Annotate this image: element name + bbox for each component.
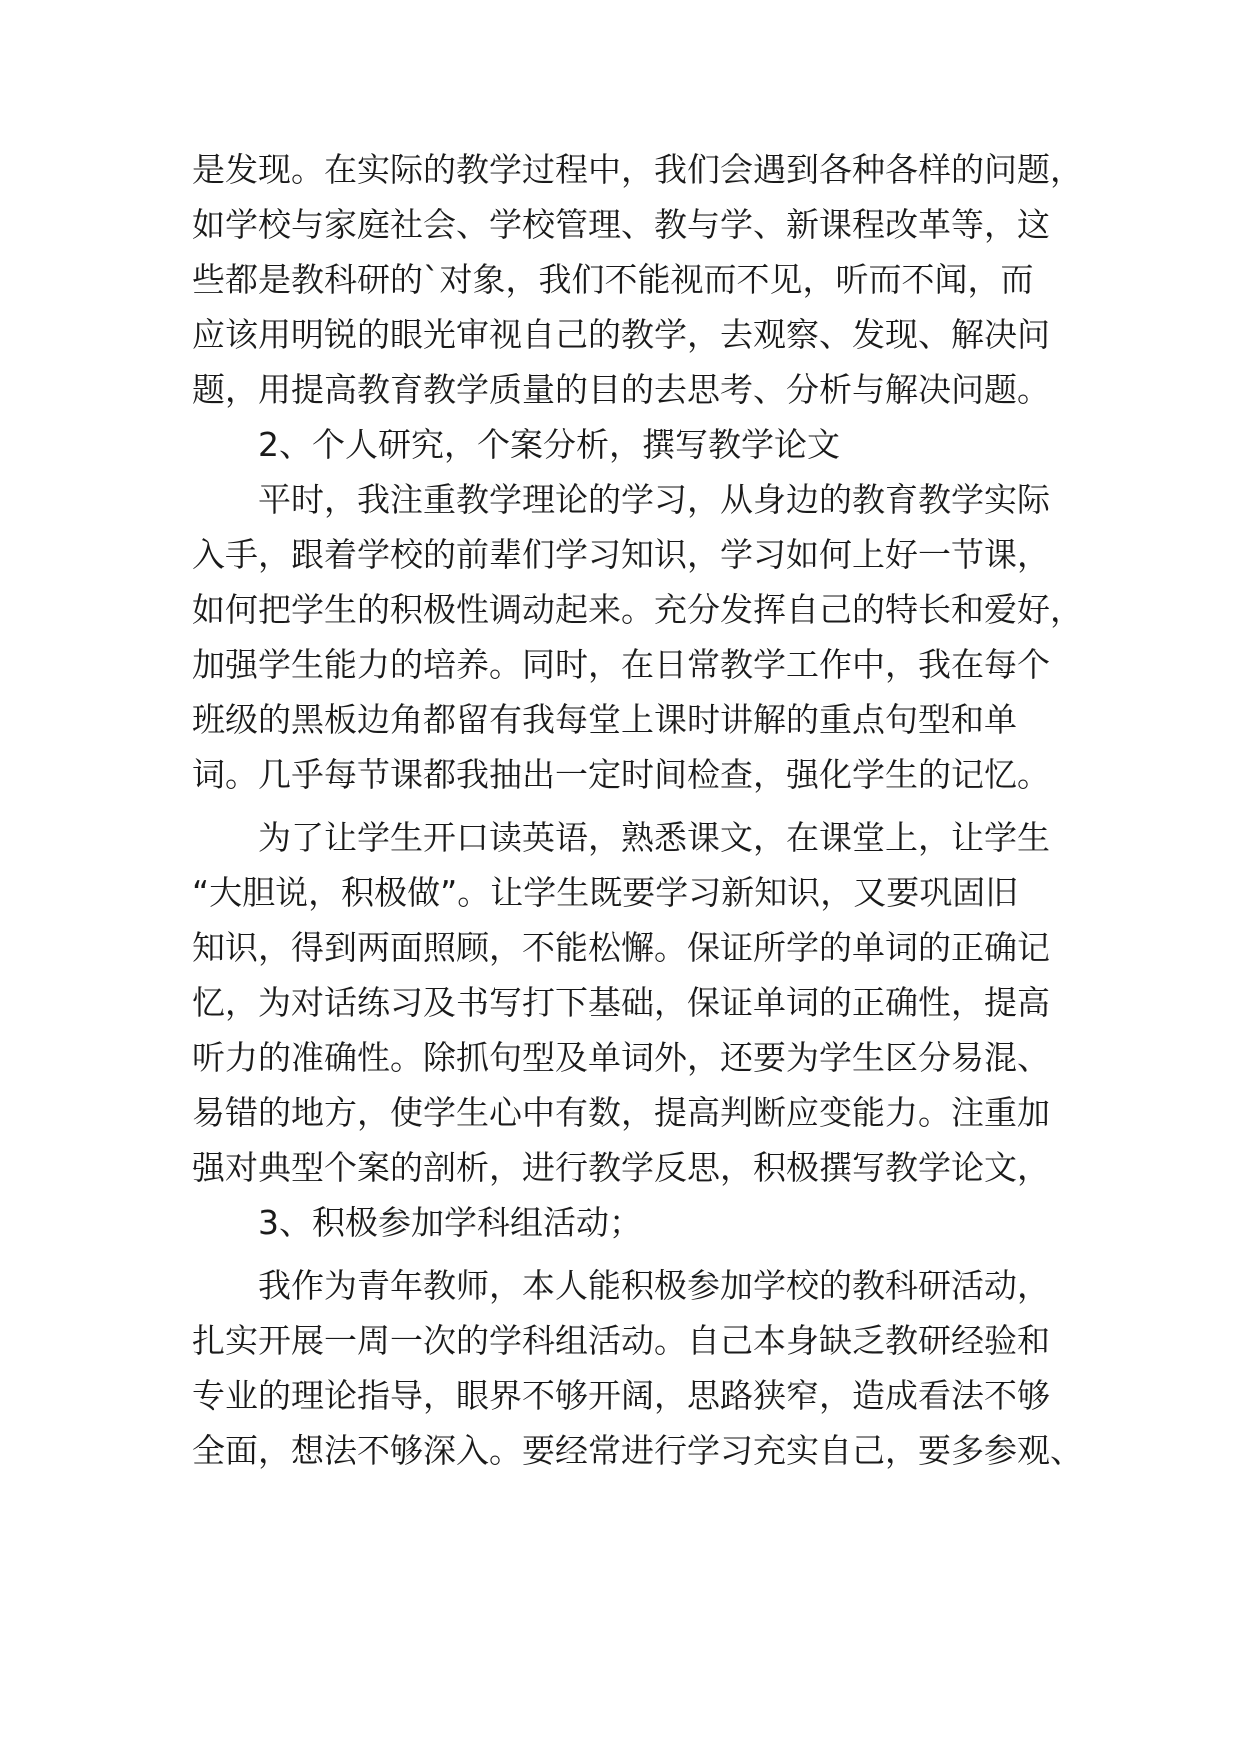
text-line: 平时，我注重教学理论的学习，从身边的教育教学实际 [258, 480, 1050, 519]
text-line: 我作为青年教师，本人能积极参加学校的教科研活动， [258, 1266, 1050, 1305]
text-line: 词。几乎每节课都我抽出一定时间检查，强化学生的记忆。 [192, 755, 1050, 794]
text-line: 加强学生能力的培养。同时，在日常教学工作中，我在每个 [192, 645, 1050, 684]
text-line: 为了让学生开口读英语，熟悉课文，在课堂上，让学生 [258, 818, 1050, 857]
text-line: 些都是教科研的`对象，我们不能视而不见，听而不闻，而 [192, 260, 1034, 299]
text-line: 专业的理论指导，眼界不够开阔，思路狭窄，造成看法不够 [192, 1376, 1050, 1415]
section-heading: 3、积极参加学科组活动； [258, 1203, 642, 1242]
text-line: 扎实开展一周一次的学科组活动。自己本身缺乏教研经验和 [192, 1321, 1050, 1360]
text-line: 入手，跟着学校的前辈们学习知识，学习如何上好一节课， [192, 535, 1050, 574]
text-line: 班级的黑板边角都留有我每堂上课时讲解的重点句型和单 [192, 700, 1017, 739]
text-line: 全面，想法不够深入。要经常进行学习充实自己，要多参观、 [192, 1431, 1083, 1470]
text-line: 忆，为对话练习及书写打下基础，保证单词的正确性，提高 [192, 983, 1050, 1022]
text-line: 如何把学生的积极性调动起来。充分发挥自己的特长和爱好， [192, 590, 1083, 629]
text-line: 知识，得到两面照顾，不能松懈。保证所学的单词的正确记 [192, 928, 1050, 967]
text-line: “大胆说，积极做”。让学生既要学习新知识，又要巩固旧 [192, 873, 1019, 912]
text-line: 题，用提高教育教学质量的目的去思考、分析与解决问题。 [192, 370, 1050, 409]
text-line: 是发现。在实际的教学过程中，我们会遇到各种各样的问题， [192, 150, 1083, 189]
text-line: 易错的地方，使学生心中有数，提高判断应变能力。注重加 [192, 1093, 1050, 1132]
text-line: 听力的准确性。除抓句型及单词外，还要为学生区分易混、 [192, 1038, 1050, 1077]
section-heading: 2、个人研究，个案分析，撰写教学论文 [258, 425, 840, 464]
text-line: 强对典型个案的剖析，进行教学反思，积极撰写教学论文， [192, 1148, 1050, 1187]
text-line: 应该用明锐的眼光审视自己的教学，去观察、发现、解决问 [192, 315, 1050, 354]
text-line: 如学校与家庭社会、学校管理、教与学、新课程改革等，这 [192, 205, 1050, 244]
